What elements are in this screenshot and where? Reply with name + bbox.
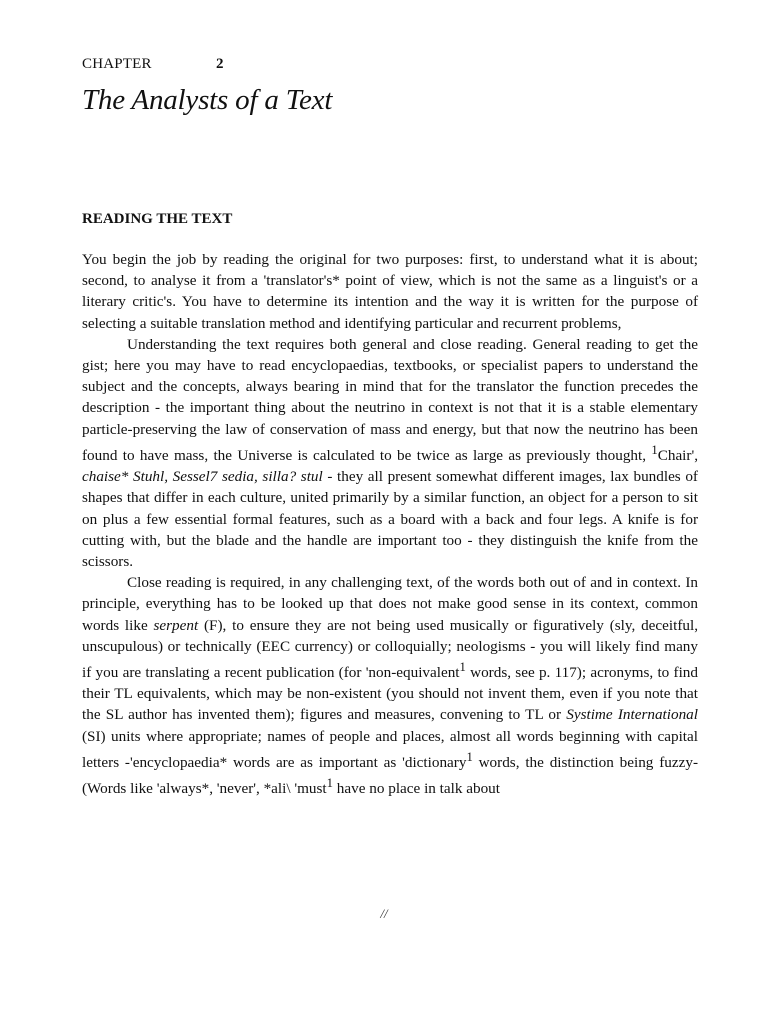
chapter-number: 2 (216, 56, 224, 72)
paragraph-3-part-a: Close reading is required, in any challenging text, of the words both out of and in context. In principle, everything has to be looked up that does not make good sense in its context, common words like (82, 574, 698, 634)
chair-translations: chaise* Stuhl, Sessel7 sedia, silla? stul (82, 468, 323, 486)
paragraph-2-part-c: - they all present somewhat different images, lax bundles of shapes that differ in each culture, united primarily by a similar function, an object for a person to sit on plus a few essential formal features, such as a board with a back and four legs. A knife is for cutting with, but the blade and the handle are important too - they distinguish the knife from the scissors. (82, 468, 698, 570)
chapter-header (82, 52, 698, 76)
superscript-note: 1 (651, 442, 658, 457)
paragraph-1: You begin the job by reading the original for two purposes: first, to understand what it is about; second, to analyse it from a 'translator's* point of view, which is not the same as a linguist's or a literary critic's. You have to determine its intention and the way it is written for the purpose of selecting a suitable translation method and identifying particular and recurrent problems, (82, 251, 698, 332)
paragraph-3-part-d: (SI) units where appropriate; names of people and places, almost all words beginning with capital letters -'encyclopaedia* words are as important as 'dictionary (82, 727, 698, 771)
paragraph-3-part-b: (F), to ensure they are not being used musically or figuratively (sly, deceitful, unscupulous) or technically (EEC currency) or colloquially; neologisms - you will likely find many if you are translating a recent publication (for 'non-equivalent (82, 616, 698, 681)
paragraph-3-part-e: words, the distinction being fuzzy- (Words like 'always*, 'never', *ali\ 'must (82, 753, 698, 798)
paragraph-2-part-b: Chair', (657, 446, 698, 464)
serpent-word: serpent (153, 616, 199, 634)
paragraph-2 (82, 334, 698, 572)
chapter-title: The Analysts of a Text (82, 84, 333, 116)
superscript-note: 1 (466, 749, 473, 764)
si-term: Systime International (566, 706, 698, 724)
superscript-note: 1 (459, 659, 466, 674)
paragraph-2-part-a: Understanding the text requires both general and close reading. General reading to get the gist; here you may have to read encyclopaedias, textbooks, or specialist papers to understand the subject and the concepts, always bearing in mind that for the translator the function precedes the description - the important thing about the neutrino in context is not that it is a stable elementary particle-preserving the law of conservation of mass and energy, but that now the neutrino has been found to have mass, the Universe is calculated to be twice as large as previously thought, (82, 335, 698, 464)
superscript-note: 1 (326, 776, 333, 791)
paragraph-3-part-c: words, see p. 117); acronyms, to find their TL equivalents, which may be non-existent (you should not invent them, even if you note that the SL author has invented them); figures and measures, convening to TL or (82, 663, 698, 724)
paragraph-3-part-f: have no place in talk about (332, 780, 500, 798)
document-page (82, 52, 698, 799)
page-footer-mark: // (380, 906, 388, 921)
paragraph-3 (82, 572, 698, 799)
body-text (82, 249, 698, 799)
section-heading: READING THE TEXT (82, 211, 233, 227)
chapter-label: CHAPTER (82, 56, 152, 72)
